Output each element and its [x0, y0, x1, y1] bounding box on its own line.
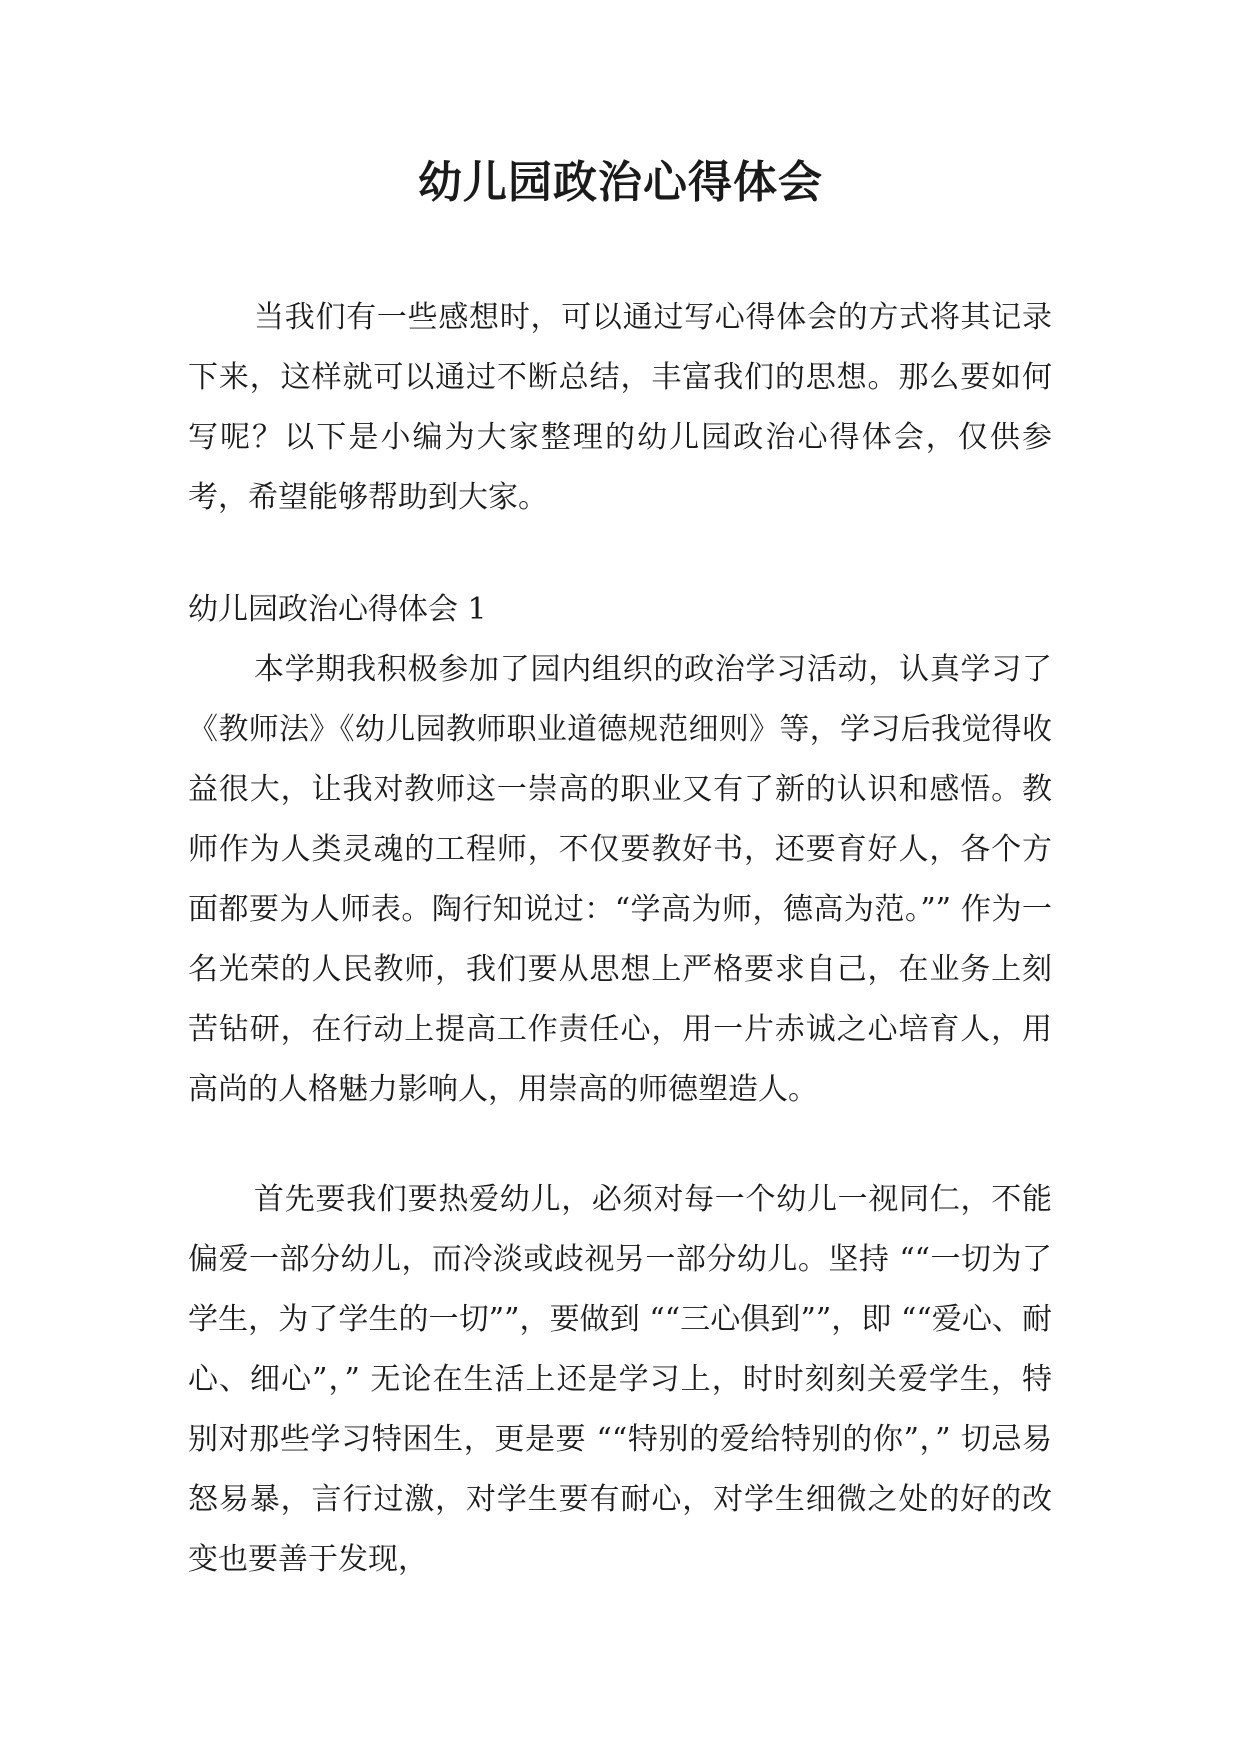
document-title: 幼儿园政治心得体会 — [418, 157, 823, 208]
intro-paragraph: 当我们有一些感想时，可以通过写心得体会的方式将其记录下来，这样就可以通过不断总结，丰富我们的思想。那么要如何写呢？以下是小编为大家整理的幼儿园政治心得体会，仅供参考，希望能够帮助到大家。 — [188, 300, 1052, 515]
body-paragraph-1: 本学期我积极参加了园内组织的政治学习活动，认真学习了《教师法》《幼儿园教师职业道德规范细则》等，学习后我觉得收益很大，让我对教师这一崇高的职业又有了新的认识和感悟。教师作为人类灵魂的工程师，不仅要教好书，还要育好人，各个方面都要为人师表。陶行知说过：“学高为师，德高为范。”” 作为一名光荣的人民教师，我们要从思想上严格要求自己，在业务上刻苦钻研，在行动上提高工作责任心，用一片赤诚之心培育人，用高尚的人格魅力影响人，用崇高的师德塑造人。 — [188, 652, 1052, 1107]
body-paragraph-2: 首先要我们要热爱幼儿，必须对每一个幼儿一视同仁，不能偏爱一部分幼儿，而冷淡或歧视另一部分幼儿。坚持 ““一切为了学生，为了学生的一切””，要做到 ““三心俱到””，即 ““爱心、耐心、细心”，” 无论在生活上还是学习上，时时刻刻关爱学生，特别对那些学习特困生，更是要 ““特别的爱给特别的你”，” 切忌易怒易暴，言行过激，对学生要有耐心，对学生细微之处的好的改变也要善于发现， — [188, 1182, 1052, 1577]
section-heading: 幼儿园政治心得体会 1 — [188, 592, 487, 627]
